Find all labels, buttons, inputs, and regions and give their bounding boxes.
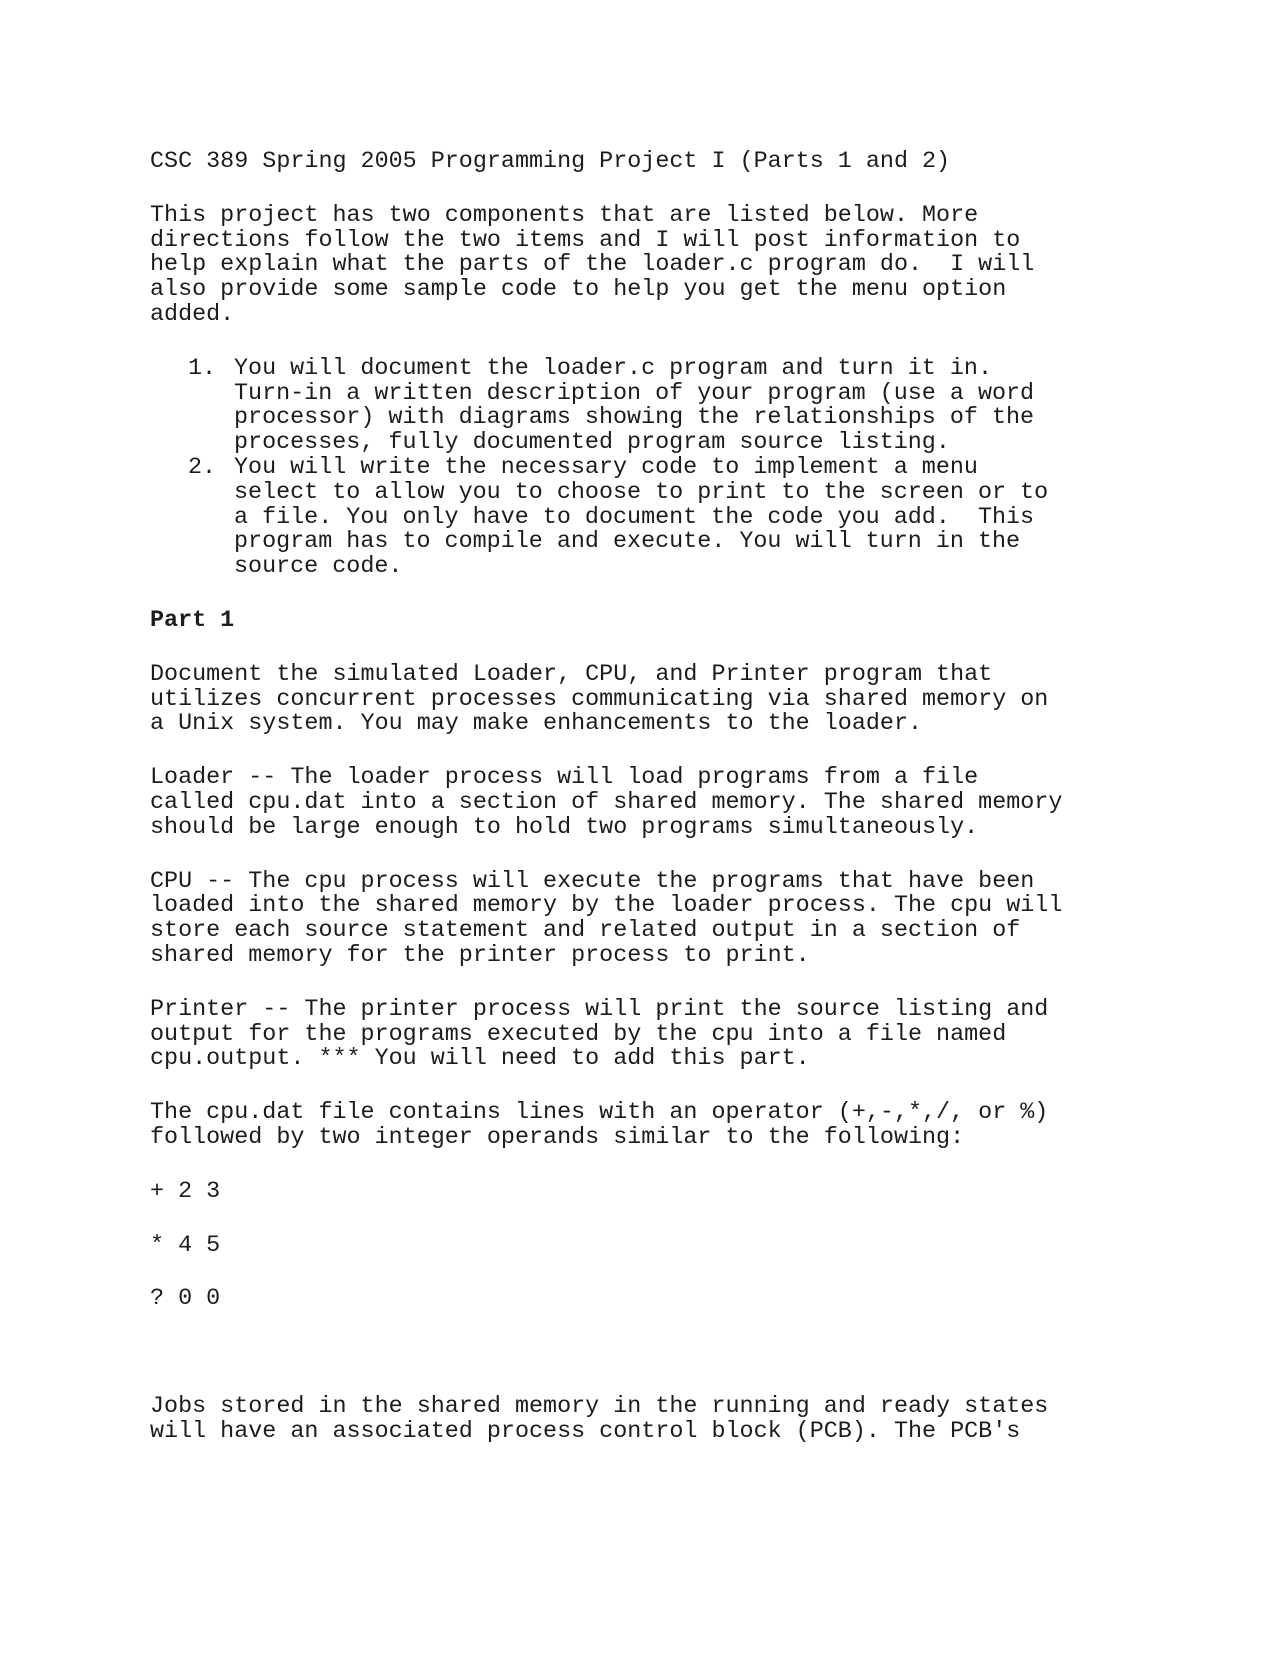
loader-paragraph — [150, 766, 1150, 840]
paragraph-line: should be large enough to hold two programs simultaneously. — [150, 814, 979, 841]
cpu-paragraph — [150, 870, 1150, 969]
intro-paragraph — [150, 204, 1150, 328]
task-line: You will document the loader.c program and turn it in. — [234, 355, 992, 382]
paragraph-line: CPU -- The cpu process will execute the programs that have been — [150, 868, 1035, 895]
paragraph-line: The cpu.dat file contains lines with an operator (+,-,*,/, or %) — [150, 1100, 1049, 1127]
task-number: 1. — [188, 355, 217, 382]
task-line: You will write the necessary code to implement a menu — [234, 454, 978, 481]
paragraph-line: called cpu.dat into a section of shared memory. The shared memory — [150, 789, 1063, 816]
page-title: CSC 389 Spring 2005 Programming Project I (Parts 1 and 2) — [150, 149, 951, 175]
task-line: processes, fully documented program source listing. — [234, 430, 950, 457]
spacer — [150, 1312, 1150, 1366]
task-list — [150, 357, 1150, 580]
paragraph-line: Document the simulated Loader, CPU, and Printer program that — [150, 661, 993, 688]
task-line: select to allow you to choose to print to the screen or to — [234, 479, 1049, 506]
paragraph-line: a Unix system. You may make enhancements to the loader. — [150, 711, 923, 738]
intro-line: added. — [150, 301, 235, 328]
paragraph-line: Printer -- The printer process will print the source listing and — [150, 996, 1049, 1023]
paragraph-line: output for the programs executed by the cpu into a file named — [150, 1021, 1007, 1048]
paragraph-line: will have an associated process control block (PCB). The PCB's — [150, 1418, 1021, 1445]
example-line: * 4 5 — [150, 1232, 221, 1259]
document-paragraph — [150, 663, 1150, 737]
task-number: 2. — [188, 454, 217, 481]
spacer — [150, 1366, 1150, 1395]
task-line: processor) with diagrams showing the relationships of the — [234, 405, 1035, 432]
intro-line: help explain what the parts of the loader.c program do. I will — [150, 252, 1035, 279]
task-item-1 — [150, 357, 1150, 456]
paragraph-line: Loader -- The loader process will load programs from a file — [150, 765, 979, 792]
paragraph-line: shared memory for the printer process to print. — [150, 942, 810, 969]
paragraph-line: followed by two integer operands similar to the following: — [150, 1124, 965, 1151]
task-line: a file. You only have to document the code you add. This — [234, 504, 1035, 531]
task-line: program has to compile and execute. You will turn in the — [234, 529, 1021, 556]
task-line: Turn-in a written description of your program (use a word — [234, 380, 1035, 407]
paragraph-line: loaded into the shared memory by the loader process. The cpu will — [150, 893, 1063, 920]
intro-line: This project has two components that are listed below. More — [150, 202, 979, 229]
cpu-dat-paragraph — [150, 1101, 1150, 1151]
task-item-2 — [150, 456, 1150, 580]
intro-line: also provide some sample code to help you get the menu option — [150, 277, 1007, 304]
paragraph-line: utilizes concurrent processes communicating via shared memory on — [150, 686, 1049, 713]
example-line: + 2 3 — [150, 1178, 221, 1205]
intro-line: directions follow the two items and I will post information to — [150, 227, 1021, 254]
task-line: source code. — [234, 554, 403, 581]
pcb-paragraph — [150, 1395, 1150, 1445]
paragraph-line: store each source statement and related output in a section of — [150, 918, 1021, 945]
paragraph-line: cpu.output. *** You will need to add this part. — [150, 1046, 810, 1073]
example-line: ? 0 0 — [150, 1286, 221, 1313]
part-heading: Part 1 — [150, 607, 235, 634]
printer-paragraph — [150, 998, 1150, 1072]
paragraph-line: Jobs stored in the shared memory in the running and ready states — [150, 1394, 1049, 1421]
document-page — [150, 150, 1150, 1474]
